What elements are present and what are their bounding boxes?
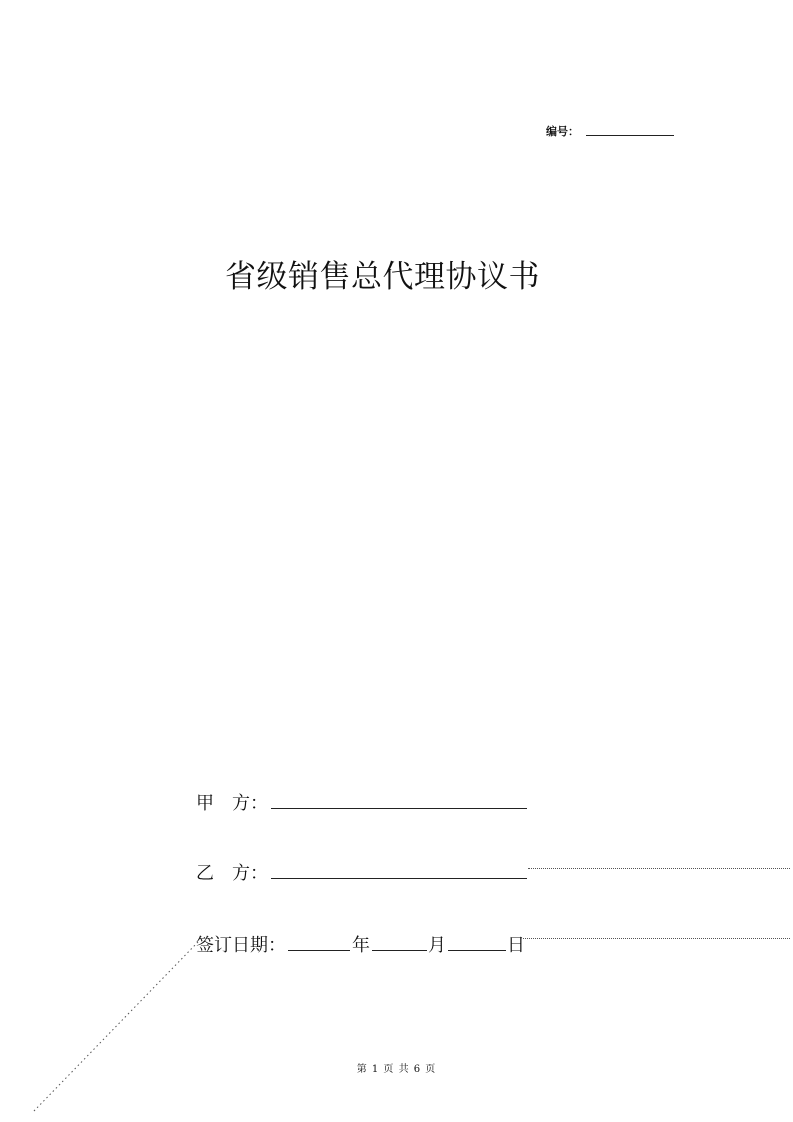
signing-date-label: 签订日期： bbox=[196, 935, 286, 956]
year-unit: 年 bbox=[352, 935, 370, 956]
party-b-blank-line bbox=[271, 878, 527, 879]
party-a-blank-line bbox=[271, 808, 527, 809]
month-unit: 月 bbox=[428, 935, 446, 956]
day-blank-line bbox=[448, 950, 506, 951]
dotted-guide-line bbox=[528, 868, 790, 869]
party-b-label: 乙 方： bbox=[196, 863, 268, 884]
document-title: 省级销售总代理协议书 bbox=[225, 259, 540, 295]
page-footer: 第 1 页 共 6 页 bbox=[356, 1064, 437, 1075]
document-number-blank bbox=[586, 135, 674, 136]
year-blank-line bbox=[288, 950, 350, 951]
party-a-label: 甲 方： bbox=[196, 793, 268, 814]
document-number-label: 编号： bbox=[546, 125, 579, 138]
day-unit: 日 bbox=[507, 935, 525, 956]
dotted-guide-line bbox=[523, 938, 790, 939]
dotted-diagonal-line bbox=[30, 940, 200, 1115]
month-blank-line bbox=[372, 950, 427, 951]
